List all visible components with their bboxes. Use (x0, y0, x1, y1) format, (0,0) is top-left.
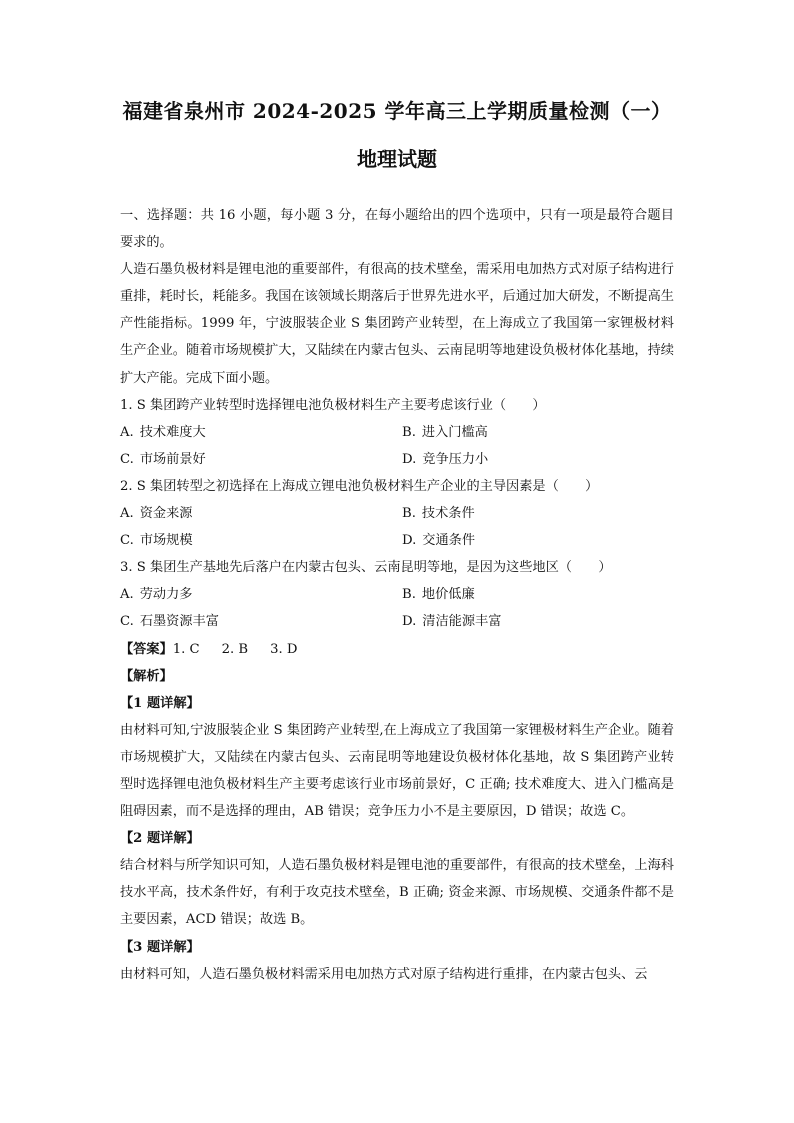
question-3-options-row-1 (120, 581, 674, 608)
detail-3-heading: 【3 题详解】 (120, 939, 200, 955)
option-label: C. (120, 614, 134, 630)
option-label: B. (402, 587, 416, 603)
option-text: 交通条件 (422, 533, 476, 549)
option-label: D. (402, 614, 417, 630)
question-1-options-row-2 (120, 446, 674, 473)
option-label: B. (402, 424, 416, 440)
option-text: 进入门槛高 (421, 424, 488, 440)
question-3-option-c (120, 608, 402, 635)
detail-3-text: 由材料可知，人造石墨负极材料需采用电加热方式对原子结构进行重排，在内蒙古包头、云 (120, 966, 648, 982)
detail-2-heading: 【2 题详解】 (120, 831, 200, 847)
answer-item-3: 3. D (270, 641, 298, 657)
option-label: C. (120, 533, 134, 549)
question-1-options-row-1 (120, 419, 674, 446)
option-label: D. (402, 451, 417, 467)
option-label: C. (120, 451, 134, 467)
detail-1-heading: 【1 题详解】 (120, 695, 200, 711)
analysis-label: 【解析】 (120, 668, 173, 684)
question-2-option-d (402, 527, 684, 554)
answer-label: 【答案】 (120, 641, 173, 657)
section-heading: 一、选择题：共 16 小题，每小题 3 分，在每小题给出的四个选项中，只有一项是最符合题目要求的。 (120, 208, 674, 251)
question-3-options-row-2 (120, 608, 674, 635)
option-text: 技术难度大 (139, 424, 206, 440)
question-1-option-d (402, 446, 684, 473)
question-1-option-a (120, 419, 402, 446)
question-2-option-c (120, 527, 402, 554)
detail-1-text: 由材料可知,宁波服装企业 S 集团跨产业转型,在上海成立了我国第一家锂极材料生产企业。随着市场规模扩大，又陆续在内蒙古包头、云南昆明等地建设负极材体化基地，故 S 集团跨产业转型时选择锂电池负极材料生产主要考虑该行业市场前景好，C 正确; 技术难度大、进入门槛高是阻碍因素，而不是选择的理由，AB 错误；竞争压力小不是主要原因，D 错误；故选 C。 (120, 722, 674, 820)
option-text: 资金来源 (139, 506, 193, 522)
option-text: 劳动力多 (139, 587, 193, 603)
answer-item-1: 1. C (172, 641, 200, 657)
question-2-option-b (402, 500, 684, 527)
option-text: 地价低廉 (421, 587, 475, 603)
detail-2-text: 结合材料与所学知识可知，人造石墨负极材料是锂电池的重要部件，有很高的技术壁垒，上海科技水平高，技术条件好，有利于攻克技术壁垒，B 正确; 资金来源、市场规模、交通条件都不是主要因素，ACD 错误；故选 B。 (120, 858, 674, 928)
material-paragraph: 人造石墨负极材料是锂电池的重要部件，有很高的技术壁垒，需采用电加热方式对原子结构进行重排，耗时长，耗能多。我国在该领域长期落后于世界先进水平，后通过加大研发，不断提高生产性能指标。1999 年，宁波服装企业 S 集团跨产业转型，在上海成立了我国第一家锂极材料生产企业。随着市场规模扩大，又陆续在内蒙古包头、云南昆明等地建设负极材体化基地，持续扩大产能。完成下面小题。 (120, 262, 674, 386)
option-text: 市场前景好 (139, 451, 206, 467)
question-3-stem: 3. S 集团生产基地先后落户在内蒙古包头、云南昆明等地，是因为这些地区（ ） (120, 560, 612, 576)
answer-line (120, 636, 674, 663)
option-label: D. (402, 533, 417, 549)
question-1-option-c (120, 446, 402, 473)
question-2-options-row-2 (120, 527, 674, 554)
question-1-option-b (402, 419, 684, 446)
question-3-option-a (120, 581, 402, 608)
option-label: A. (120, 506, 134, 522)
question-2-option-a (120, 500, 402, 527)
option-text: 技术条件 (421, 506, 475, 522)
question-3-option-d (402, 608, 684, 635)
page-title: 福建省泉州市 2024-2025 学年高三上学期质量检测（一） (122, 99, 672, 123)
option-text: 清洁能源丰富 (422, 614, 502, 630)
question-1-stem: 1. S 集团跨产业转型时选择锂电池负极材料生产主要考虑该行业（ ） (120, 397, 546, 413)
answer-item-2: 2. B (221, 641, 249, 657)
question-2-stem: 2. S 集团转型之初选择在上海成立锂电池负极材料生产企业的主导因素是（ ） (120, 478, 599, 494)
option-text: 石墨资源丰富 (139, 614, 219, 630)
document-content (120, 202, 674, 988)
question-3-option-b (402, 581, 684, 608)
page-subtitle: 地理试题 (357, 147, 437, 171)
option-text: 竞争压力小 (422, 451, 489, 467)
question-2-options-row-1 (120, 500, 674, 527)
option-text: 市场规模 (139, 533, 193, 549)
option-label: A. (120, 587, 134, 603)
option-label: B. (402, 506, 416, 522)
option-label: A. (120, 424, 134, 440)
